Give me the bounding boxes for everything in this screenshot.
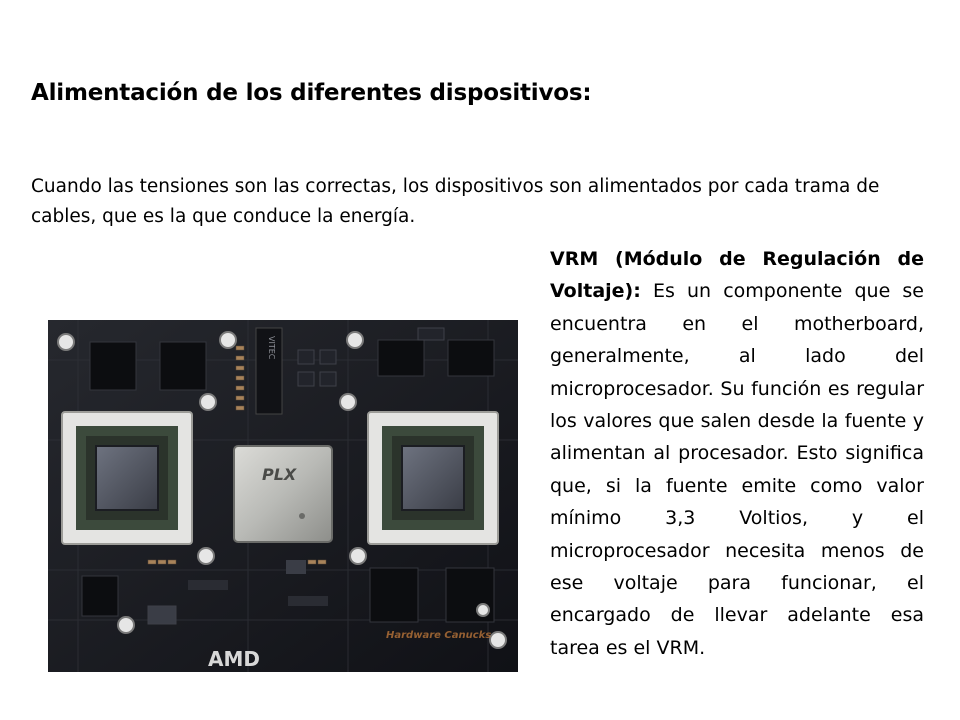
plx-bridge-chip — [234, 446, 332, 542]
vitec-inductor — [256, 328, 282, 414]
slide-title: Alimentación de los diferentes dispositivos: — [31, 80, 592, 106]
inductor-marking: VITEC — [267, 336, 276, 360]
vrm-paragraph — [550, 243, 924, 664]
plx-logo: PLX — [262, 465, 297, 484]
graphics-card-photo — [48, 320, 518, 672]
right-gpu — [368, 412, 498, 544]
vrm-term: VRM (Módulo de Regulación de Voltaje): — [550, 248, 924, 303]
intro-paragraph: Cuando las tensiones son las correctas, los dispositivos son alimentados por cada trama de cables, que es la que conduce la energía. — [31, 176, 880, 227]
circuit-board-illustration — [48, 320, 518, 672]
vrm-description: Es un componente que se encuentra en el motherboard, generalmente, al lado del microprocesador. Su función es regular los valores que salen desde la fuente y alimentan al procesador. Esto significa que, si la fuente emite como valor mínimo 3,3 Voltios, y el microprocesador necesita menos de ese voltaje para funcionar, el encargado de llevar adelante esa tarea es el VRM. — [550, 280, 924, 659]
watermark-text: Hardware Canucks — [386, 630, 492, 641]
amd-logo: AMD — [208, 647, 260, 671]
left-gpu — [62, 412, 192, 544]
